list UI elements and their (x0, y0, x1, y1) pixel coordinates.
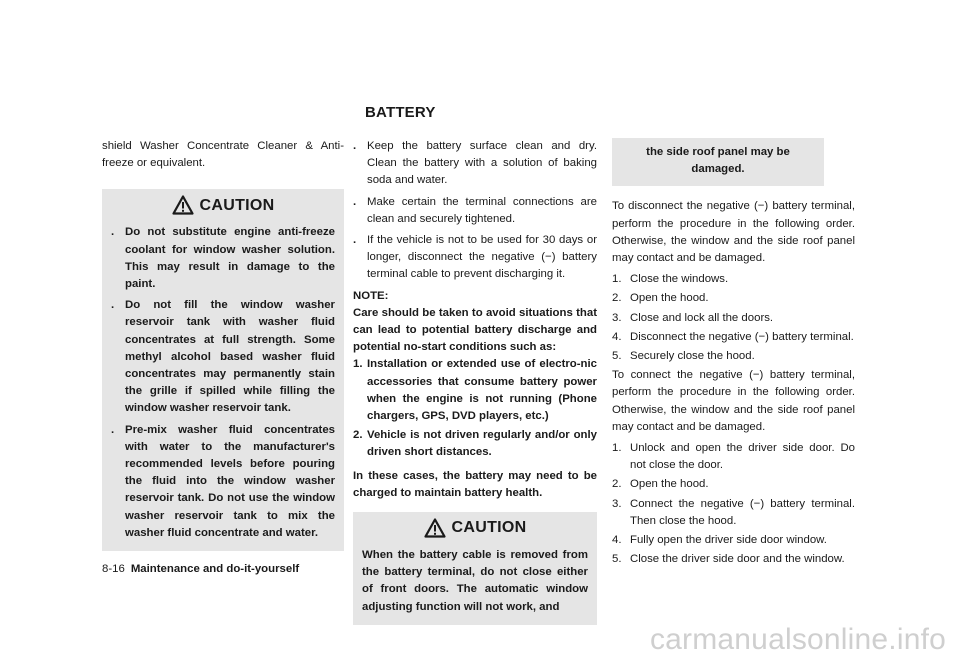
step-number: 1. (612, 273, 622, 286)
caution-bullet-text: Pre-mix washer fluid concentrates with water to the manufacturer's recommended levels before pouring the fluid into the window washer reservoir tank. Do not use the window washer reservoir tank to mix the washer fluid concentrate and water. (125, 423, 335, 539)
bullet-glyph: . (111, 423, 115, 436)
column-2 (353, 138, 597, 625)
caution-header (362, 518, 588, 538)
caution-title: CAUTION (199, 196, 275, 214)
step-number: 5. (612, 553, 622, 566)
page-footer (102, 563, 299, 575)
note-item-text: Installation or extended use of electro-nic accessories that consume battery power when the engine is not running (Phone chargers, GPS, DVD players, etc.) (367, 358, 597, 423)
step-number: 4. (612, 534, 622, 547)
caution-title: CAUTION (451, 519, 527, 537)
bullet-glyph: . (111, 299, 115, 312)
list-item (612, 271, 855, 288)
connect-steps (612, 440, 855, 568)
step-number: 2. (612, 478, 622, 491)
caution-continued-text: the side roof panel may be damaged. (646, 146, 790, 176)
note-item (353, 356, 597, 425)
warning-triangle-icon (424, 518, 446, 538)
bullet-glyph: . (111, 226, 115, 239)
care-bullet-text: Make certain the terminal connections are clean and securely tightened. (367, 195, 597, 225)
care-bullet-text: If the vehicle is not to be used for 30 days or longer, disconnect the negative (−) battery terminal cable to prevent discharging it. (367, 234, 597, 281)
step-number: 4. (612, 330, 622, 343)
list-item (612, 476, 855, 493)
caution-box-battery (353, 512, 597, 625)
disconnect-intro: To disconnect the negative (−) battery terminal, perform the procedure in the following order. Otherwise, the window and the side roof panel may contact and be damaged. (612, 200, 855, 265)
bullet-glyph: . (353, 234, 357, 247)
step-number: 3. (612, 497, 622, 510)
column-1 (102, 138, 344, 551)
step-text: Securely close the hood. (630, 350, 755, 363)
step-text: Unlock and open the driver side door. Do not close the door. (630, 442, 855, 472)
note-item-number: 1. (353, 358, 363, 371)
caution-bullet (111, 224, 335, 293)
caution-bullets (111, 224, 335, 542)
caution-header (111, 195, 335, 215)
list-item (612, 329, 855, 346)
footer-section-title: Maintenance and do-it-yourself (130, 563, 300, 575)
connect-intro: To connect the negative (−) battery terminal, perform the procedure in the following order. Otherwise, the window and the side roof panel may contact and be damaged. (612, 369, 855, 433)
step-number: 2. (612, 292, 622, 305)
caution-box-continued (612, 138, 824, 186)
bullet-glyph: . (353, 140, 357, 152)
step-text: Connect the negative (−) battery terminal. Then close the hood. (630, 497, 855, 527)
section-title: BATTERY (365, 104, 436, 121)
care-bullet (353, 194, 597, 228)
care-bullet (353, 232, 597, 284)
step-number: 5. (612, 350, 622, 363)
watermark: carmanualsonline.info (649, 623, 946, 656)
care-bullet-text: Keep the battery surface clean and dry. Clean the battery with a solution of baking soda and water. (367, 140, 597, 187)
list-item (612, 290, 855, 307)
step-text: Close the windows. (630, 273, 729, 286)
column-3 (612, 138, 855, 570)
caution-bullet-text: Do not fill the window washer reservoir tank with washer fluid concentrates at full strength. Some methyl alcohol based washer fluid concentrates may permanently stain the grille if spilled while filling the window washer reservoir tank. (125, 299, 335, 415)
note-item (353, 427, 597, 461)
note-label: NOTE: (353, 289, 389, 302)
list-item (612, 348, 855, 365)
after-note-text: In these cases, the battery may need to be charged to maintain battery health. (353, 469, 597, 499)
step-text: Open the hood. (630, 478, 709, 491)
note-item-text: Vehicle is not driven regularly and/or only driven short distances. (367, 429, 597, 459)
step-text: Disconnect the negative (−) battery terminal. (630, 330, 854, 343)
list-item (612, 440, 855, 474)
intro-text: shield Washer Concentrate Cleaner & Anti-freeze or equivalent. (102, 140, 344, 170)
step-number: 3. (612, 311, 622, 324)
bullet-glyph: . (353, 195, 357, 208)
list-item (612, 551, 855, 568)
warning-triangle-icon (172, 195, 194, 215)
step-text: Open the hood. (630, 292, 709, 305)
caution-bullet (111, 297, 335, 417)
note-text: Care should be taken to avoid situations that can lead to potential battery discharge and potential no-start conditions such as: (353, 306, 597, 354)
step-text: Close and lock all the doors. (630, 311, 774, 324)
caution-text: When the battery cable is removed from the battery terminal, do not close either of front doors. The automatic window adjusting function will not work, and (362, 549, 588, 613)
disconnect-steps (612, 271, 855, 365)
page-number: 8-16 (102, 563, 125, 575)
step-text: Fully open the driver side door window. (630, 534, 827, 547)
note-item-number: 2. (353, 429, 363, 442)
caution-bullet-text: Do not substitute engine anti-freeze coolant for window washer solution. This may result in damage to the paint. (125, 226, 335, 291)
step-number: 1. (612, 442, 622, 455)
care-bullet (353, 138, 597, 190)
caution-bullet (111, 422, 335, 542)
step-text: Close the driver side door and the window. (630, 553, 845, 566)
caution-box-washer (102, 189, 344, 551)
list-item (612, 310, 855, 327)
list-item (612, 496, 855, 530)
list-item (612, 532, 855, 549)
